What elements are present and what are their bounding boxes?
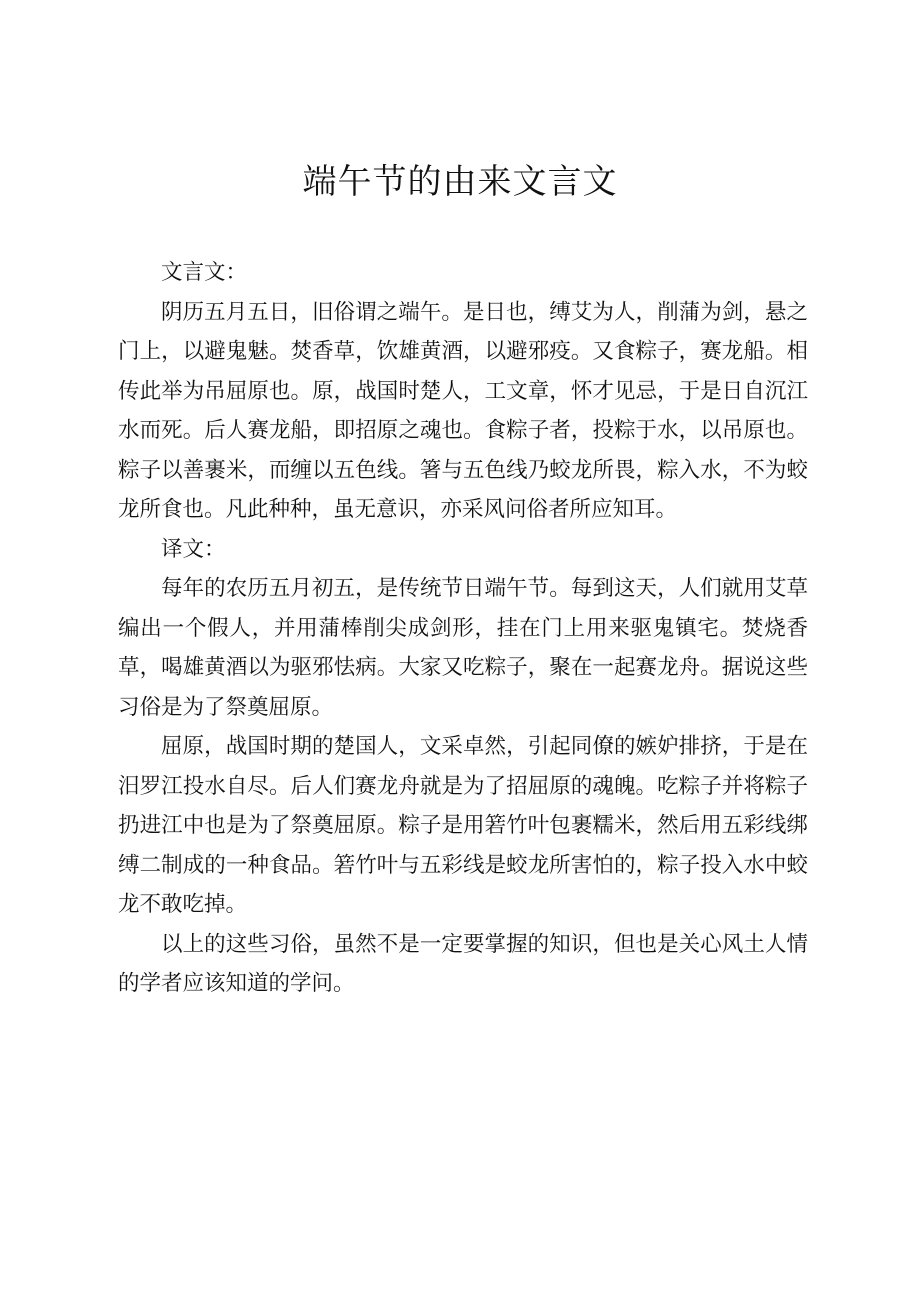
original-text-paragraph: 阴历五月五日，旧俗谓之端午。是日也，缚艾为人，削蒲为剑，悬之门上，以避鬼魅。焚香草，饮雄黄酒，以避邪疫。又食粽子，赛龙船。相传此举为吊屈原也。原，战国时楚人，工文章，怀才见忌，于是日自沉江水而死。后人赛龙船，即招原之魂也。食粽子者，投粽于水，以吊原也。粽子以善裹米，而缠以五色线。箸与五色线乃蛟龙所畏，粽入水，不为蛟龙所食也。凡此种种，虽无意识，亦采风问俗者所应知耳。 — [118, 299, 808, 522]
document-body — [118, 253, 808, 1004]
translation-paragraph-1: 每年的农历五月初五，是传统节日端午节。每到这天，人们就用艾草编出一个假人，并用蒲棒削尖成剑形，挂在门上用来驱鬼镇宅。焚烧香草，喝雄黄酒以为驱邪怯病。大家又吃粽子，聚在一起赛龙舟。据说这些习俗是为了祭奠屈原。 — [118, 576, 808, 720]
translation-section-label: 译文： — [161, 536, 226, 562]
translation-paragraph-3: 以上的这些习俗，虽然不是一定要掌握的知识，但也是关心风土人情的学者应该知道的学问。 — [118, 931, 808, 996]
original-section-label: 文言文： — [161, 260, 248, 285]
document-title: 端午节的由来文言文 — [302, 162, 618, 202]
translation-paragraph-2: 屈原，战国时期的楚国人，文采卓然，引起同僚的嫉妒排挤，于是在汨罗江投水自尽。后人们赛龙舟就是为了招屈原的魂魄。吃粽子并将粽子扔进江中也是为了祭奠屈原。粽子是用箬竹叶包裹糯米，然后用五彩线绑缚二制成的一种食品。箬竹叶与五彩线是蛟龙所害怕的，粽子投入水中蛟龙不敢吃掉。 — [118, 734, 808, 917]
